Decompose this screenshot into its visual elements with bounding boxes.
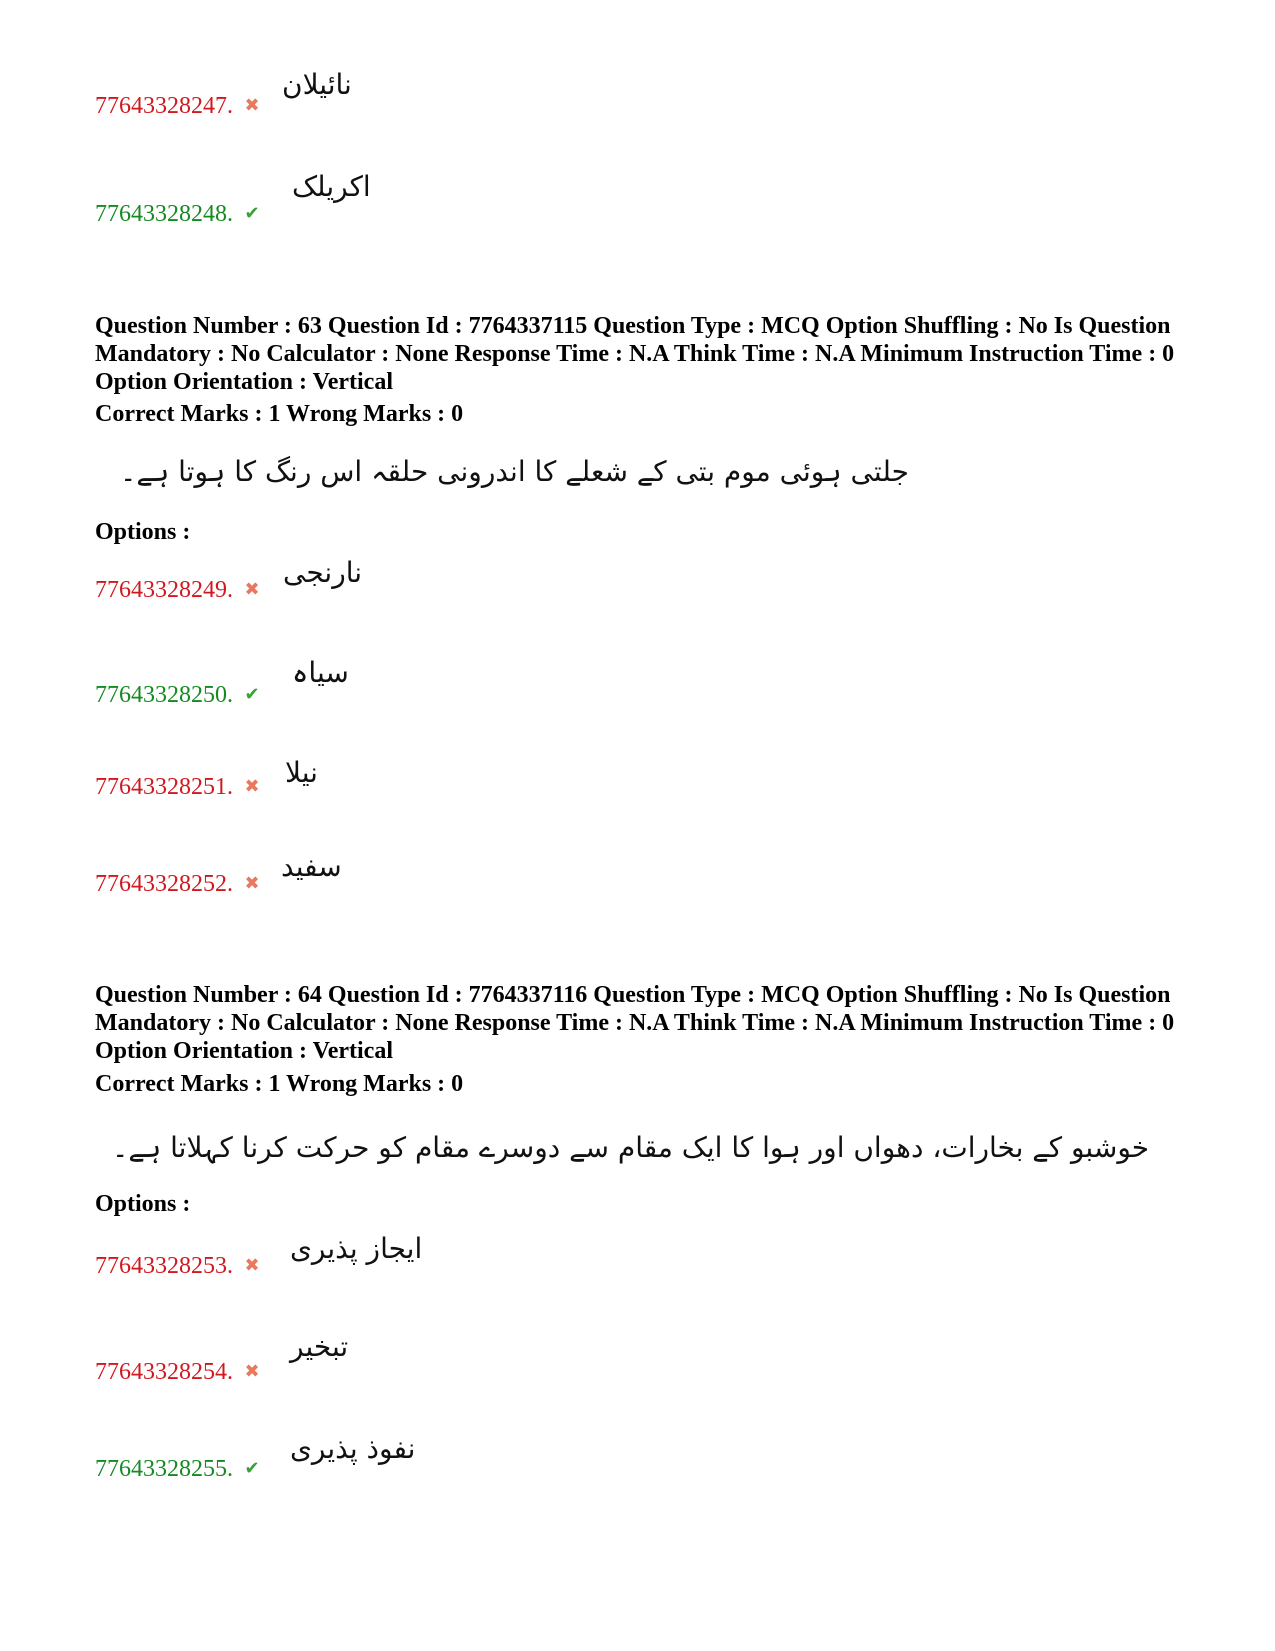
option-row	[95, 200, 263, 228]
marks-info: Correct Marks : 1 Wrong Marks : 0	[95, 401, 464, 427]
option-row	[95, 773, 263, 801]
option-row	[95, 1358, 263, 1386]
wrong-cross-icon: ✖	[244, 1361, 260, 1382]
correct-check-icon: ✔	[244, 1458, 260, 1479]
options-label: Options :	[95, 1191, 191, 1217]
wrong-cross-icon: ✖	[244, 95, 260, 116]
option-text: نفوذ پذیری	[290, 1432, 416, 1465]
option-id: 77643328255.	[95, 1456, 233, 1482]
question-meta: Question Number : 63 Question Id : 7764337115 Question Type : MCQ Option Shuffling : No Is Question Mandatory : No Calculator : None Response Time : N.A Think Time : N.A Minimum Instruction Time : 0 Option Orientation : Vertical	[95, 313, 1175, 395]
option-id: 77643328247.	[95, 93, 233, 119]
option-row	[95, 870, 263, 898]
option-id: 77643328249.	[95, 577, 233, 603]
option-text: نارنجی	[283, 556, 363, 589]
wrong-cross-icon: ✖	[244, 873, 260, 894]
wrong-cross-icon: ✖	[244, 579, 260, 600]
option-text: نیلا	[285, 756, 318, 789]
option-row	[95, 576, 263, 604]
option-text: ایجاز پذیری	[290, 1232, 423, 1265]
option-id: 77643328250.	[95, 682, 233, 708]
option-row	[95, 92, 263, 120]
correct-check-icon: ✔	[244, 684, 260, 705]
option-id: 77643328251.	[95, 774, 233, 800]
marks-info: Correct Marks : 1 Wrong Marks : 0	[95, 1071, 464, 1097]
correct-check-icon: ✔	[244, 203, 260, 224]
option-id: 77643328252.	[95, 871, 233, 897]
option-row	[95, 681, 263, 709]
option-id: 77643328248.	[95, 201, 233, 227]
option-id: 77643328254.	[95, 1359, 233, 1385]
option-text: سیاہ	[292, 656, 349, 689]
wrong-cross-icon: ✖	[244, 1255, 260, 1276]
wrong-cross-icon: ✖	[244, 776, 260, 797]
question-text: جلتی ہوئی موم بتی کے شعلے کا اندرونی حلقہ اس رنگ کا ہوتا ہے۔	[120, 455, 909, 488]
option-text: سفید	[281, 850, 342, 883]
option-row	[95, 1252, 263, 1280]
option-text: تبخیر	[290, 1330, 349, 1363]
option-id: 77643328253.	[95, 1253, 233, 1279]
question-meta: Question Number : 64 Question Id : 7764337116 Question Type : MCQ Option Shuffling : No Is Question Mandatory : No Calculator : None Response Time : N.A Think Time : N.A Minimum Instruction Time : 0 Option Orientation : Vertical	[95, 982, 1175, 1064]
question-text: خوشبو کے بخارات، دھواں اور ہوا کا ایک مقام سے دوسرے مقام کو حرکت کرنا کہلاتا ہے۔	[112, 1131, 1150, 1164]
option-row	[95, 1455, 263, 1483]
option-text: نائیلان	[282, 68, 352, 101]
options-label: Options :	[95, 519, 191, 545]
option-text: اکریلک	[292, 170, 371, 203]
